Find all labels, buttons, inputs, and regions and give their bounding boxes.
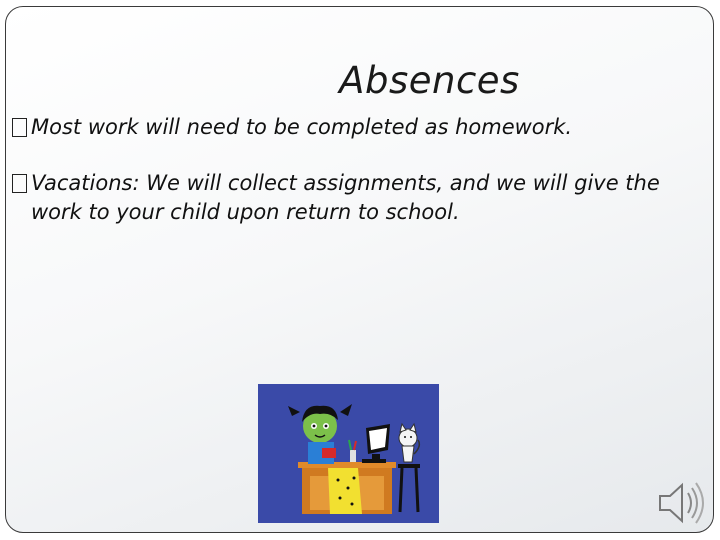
bullet-marker-icon bbox=[12, 118, 27, 137]
bullet-text: Most work will need to be completed as homework. bbox=[31, 115, 573, 139]
child-at-computer-clipart bbox=[258, 384, 439, 523]
speaker-icon[interactable] bbox=[654, 479, 708, 527]
slide bbox=[5, 6, 714, 533]
slide-title: Absences bbox=[339, 59, 520, 102]
bullet-marker-icon bbox=[12, 174, 27, 193]
bullet-list bbox=[12, 113, 702, 254]
bullet-text: Vacations: We will collect assignments, and we will give the work to your child upon return to school. bbox=[31, 171, 660, 224]
bullet-item bbox=[12, 169, 702, 226]
bullet-item bbox=[12, 113, 702, 141]
